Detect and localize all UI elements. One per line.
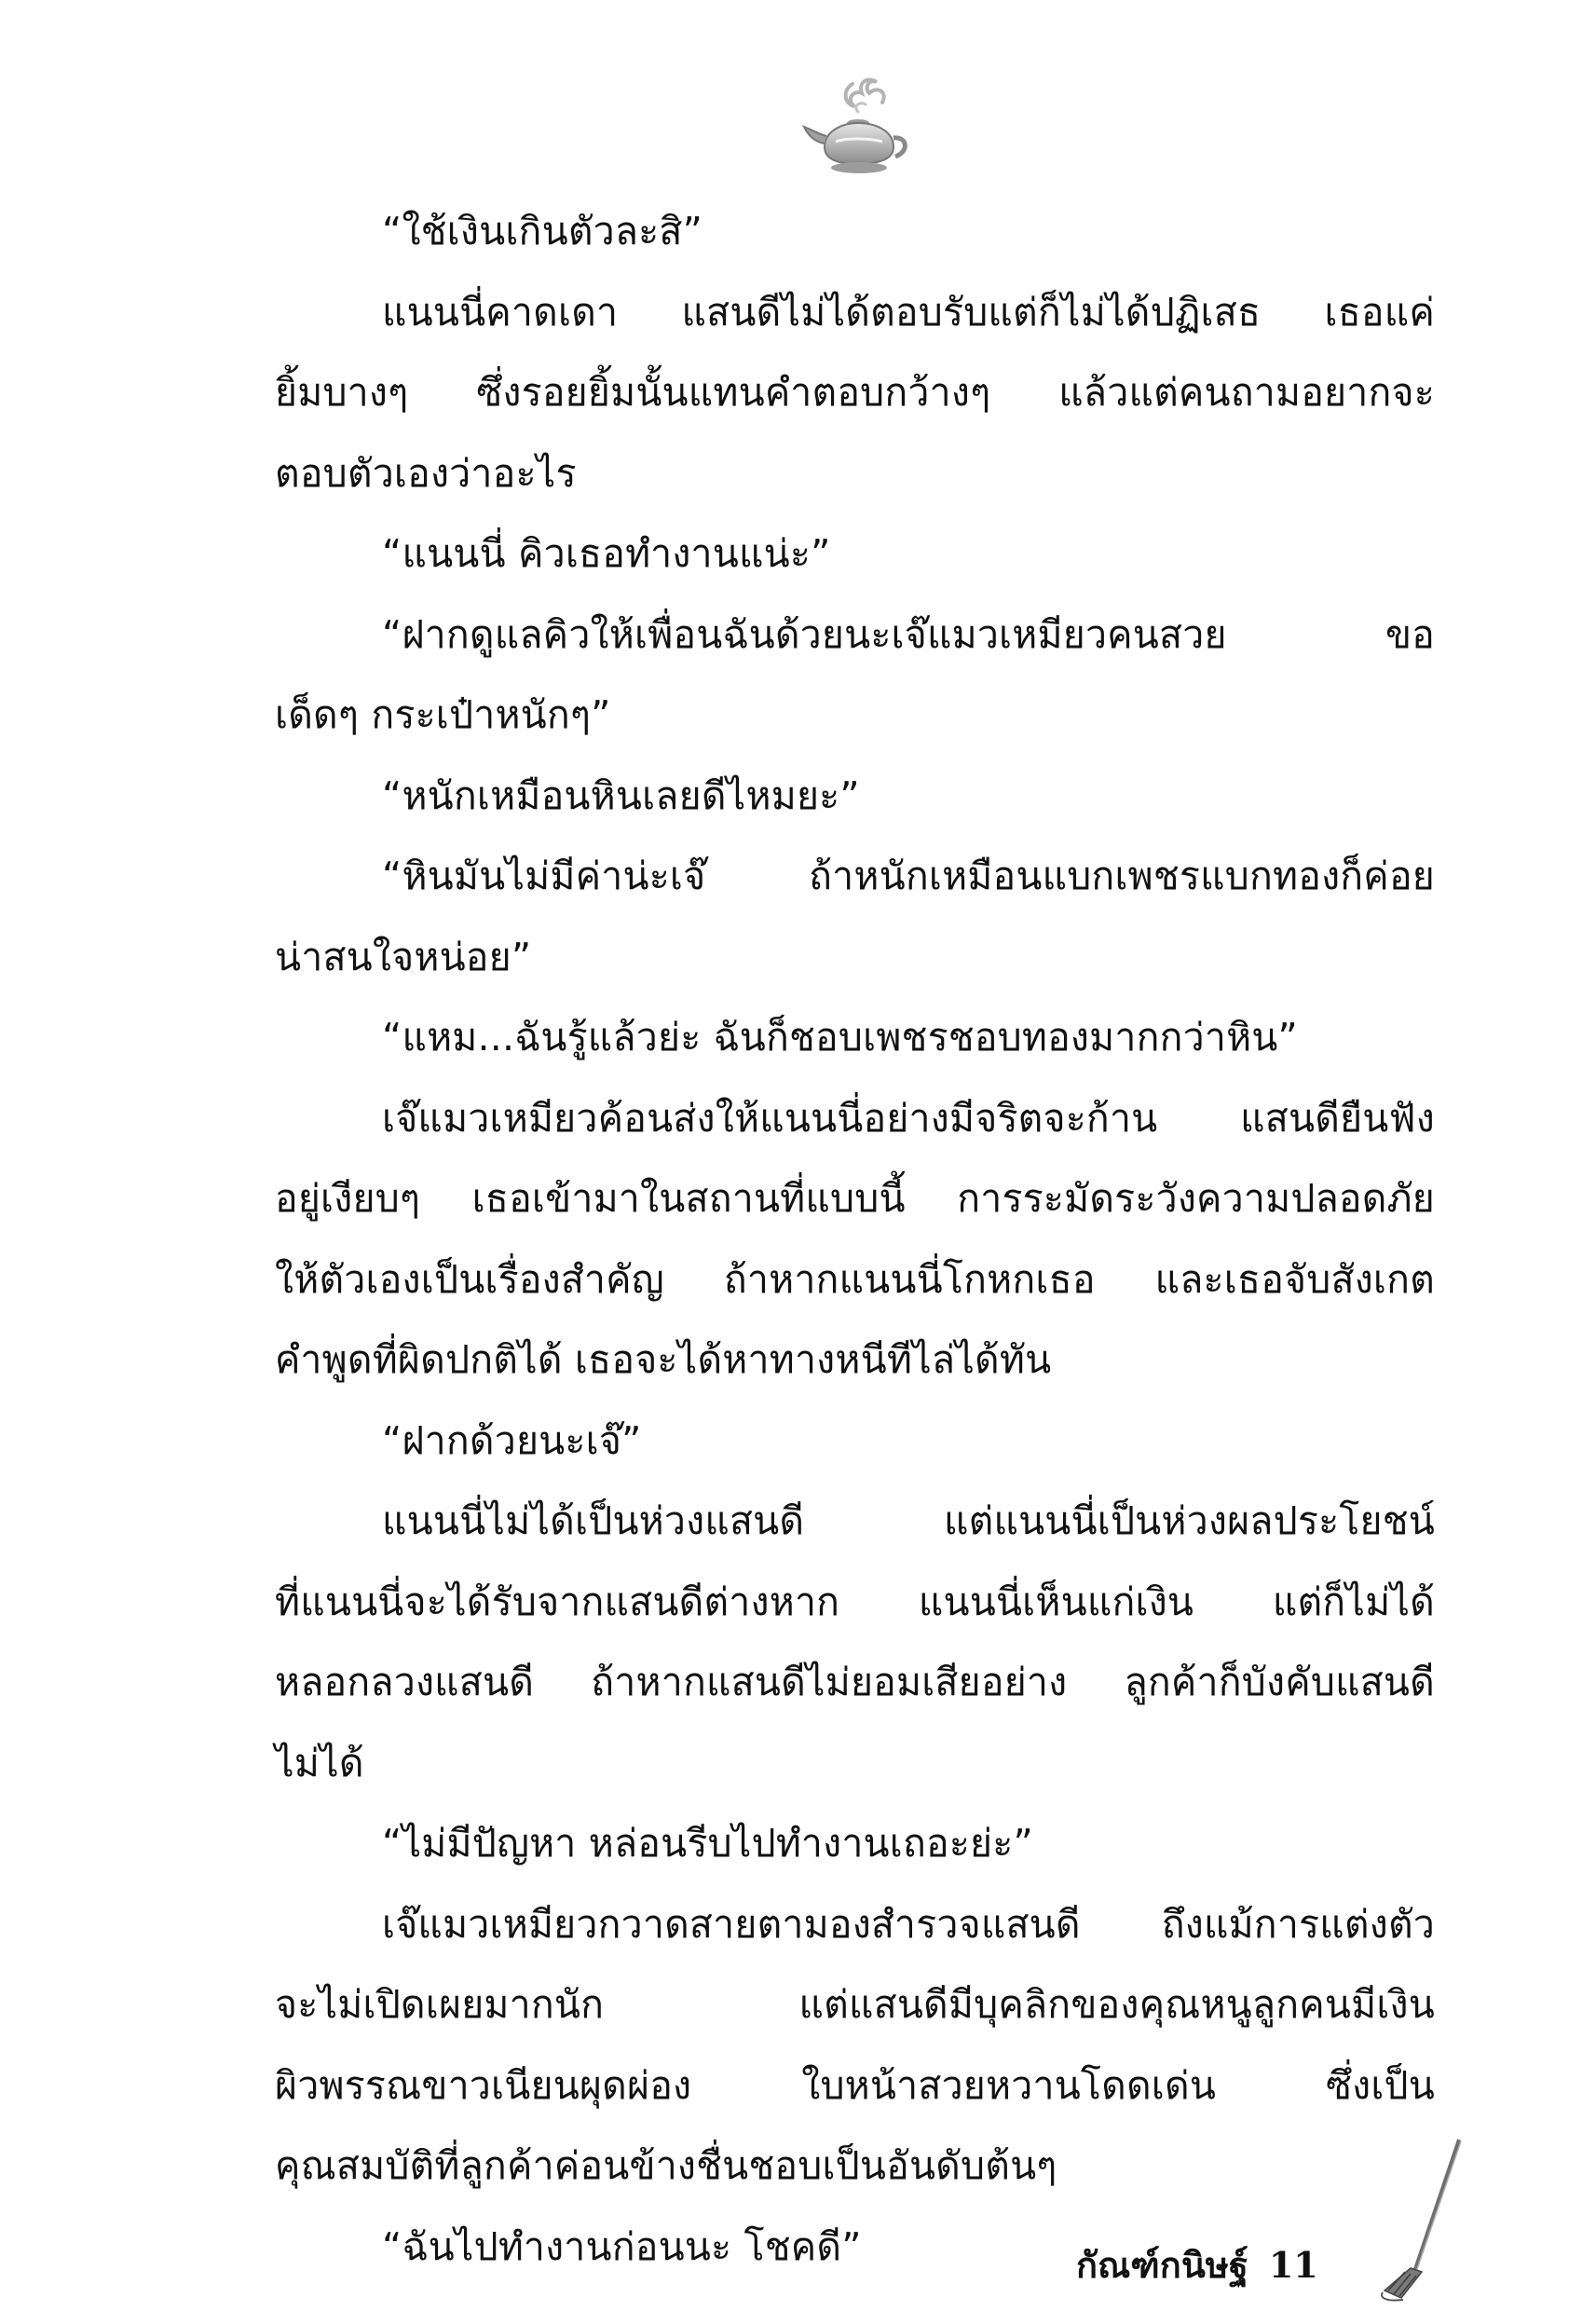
- text-line: แนนนี่ไม่ได้เป็นห่วงแสนดี แต่แนนนี่เป็นห่วงผลประโยชน์: [382, 1498, 1435, 1543]
- page-footer: [1076, 2232, 1318, 2297]
- paragraph: [275, 272, 1435, 514]
- text-line: “หินมันไม่มีค่าน่ะเจ๊ ถ้าหนักเหมือนแบกเพชรแบกทองก็ค่อย: [382, 854, 1435, 898]
- text-line: ผิวพรรณขาวเนียนผุดผ่อง ใบหน้าสวยหวานโดดเด่น ซึ่งเป็น: [275, 2062, 1435, 2108]
- paragraph: [275, 756, 1435, 837]
- text-line: ยิ้มบางๆ ซึ่งรอยยิ้มนั้นแทนคำตอบกว้างๆ แล้วแต่คนถามอยากจะ: [275, 370, 1435, 415]
- paragraph: [275, 1803, 1435, 1884]
- text-line: “แนนนี่ คิวเธอทำงานแน่ะ”: [382, 531, 831, 576]
- body-text: [275, 191, 1435, 2287]
- text-line: “ฝากด้วยนะเจ๊”: [382, 1417, 642, 1463]
- text-line: “ใช้เงินเกินตัวละสิ”: [382, 209, 703, 253]
- paragraph: [275, 513, 1435, 595]
- paragraph: [275, 1401, 1435, 1482]
- text-line: ไม่ได้: [275, 1740, 364, 1785]
- paragraph: [275, 1884, 1435, 2207]
- paragraph: [275, 1078, 1435, 1401]
- text-line: ตอบตัวเองว่าอะไร: [275, 450, 577, 496]
- page-number: 11: [1268, 2243, 1318, 2286]
- text-line: ให้ตัวเองเป็นเรื่องสำคัญ ถ้าหากแนนนี่โกหกเธอ และเธอจับสังเกต: [275, 1256, 1435, 1302]
- text-line: “ไม่มีปัญหา หล่อนรีบไปทำงานเถอะย่ะ”: [382, 1821, 1033, 1866]
- text-line: “ฝากดูแลคิวให้เพื่อนฉันด้วยนะเจ๊แมวเหมียวคนสวย ขอ: [382, 611, 1435, 657]
- text-line: เจ๊แมวเหมียวกวาดสายตามองสำรวจแสนดี ถึงแม้การแต่งตัว: [382, 1901, 1435, 1947]
- paragraph: [275, 997, 1435, 1078]
- text-line: หลอกลวงแสนดี ถ้าหากแสนดีไม่ยอมเสียอย่าง ลูกค้าก็บังคับแสนดี: [275, 1660, 1435, 1704]
- text-line: คุณสมบัติที่ลูกค้าค่อนข้างชื่นชอบเป็นอันดับต้นๆ: [275, 2143, 1057, 2188]
- text-line: แนนนี่คาดเดา แสนดีไม่ได้ตอบรับแต่ก็ไม่ได้ปฏิเสธ เธอแค่: [382, 289, 1435, 335]
- paragraph: [275, 595, 1435, 756]
- paragraph: [275, 836, 1435, 997]
- book-title: กัณฑ์กนิษฐ์: [1076, 2243, 1248, 2286]
- text-line: “แหม...ฉันรู้แล้วย่ะ ฉันก็ชอบเพชรชอบทองมากกว่าหิน”: [382, 1015, 1298, 1060]
- text-line: เด็ดๆ กระเป๋าหนักๆ”: [275, 692, 611, 737]
- text-line: จะไม่เปิดเผยมากนัก แต่แสนดีมีบุคลิกของคุณหนูลูกคนมีเงิน: [275, 1982, 1435, 2027]
- text-line: เจ๊แมวเหมียวค้อนส่งให้แนนนี่อย่างมีจริตจะก้าน แสนดียืนฟัง: [382, 1095, 1435, 1141]
- text-line: “หนักเหมือนหินเลยดีไหมยะ”: [382, 773, 860, 818]
- teapot-with-steam-icon: [797, 65, 918, 186]
- paragraph: [275, 191, 1435, 272]
- text-line: น่าสนใจหน่อย”: [275, 934, 532, 979]
- text-line: “ฉันไปทำงานก่อนนะ โชคดี”: [382, 2223, 862, 2269]
- text-line: อยู่เงียบๆ เธอเข้ามาในสถานที่แบบนี้ การระมัดระวังความปลอดภัย: [275, 1176, 1435, 1221]
- text-line: คำพูดที่ผิดปกติได้ เธอจะได้หาทางหนีทีไล่ได้ทัน: [275, 1337, 1052, 1382]
- text-line: ที่แนนนี่จะได้รับจากแสนดีต่างหาก แนนนี่เห็นแก่เงิน แต่ก็ไม่ได้: [275, 1579, 1435, 1624]
- paragraph: [275, 1481, 1435, 1803]
- broom-icon: [1377, 2132, 1480, 2304]
